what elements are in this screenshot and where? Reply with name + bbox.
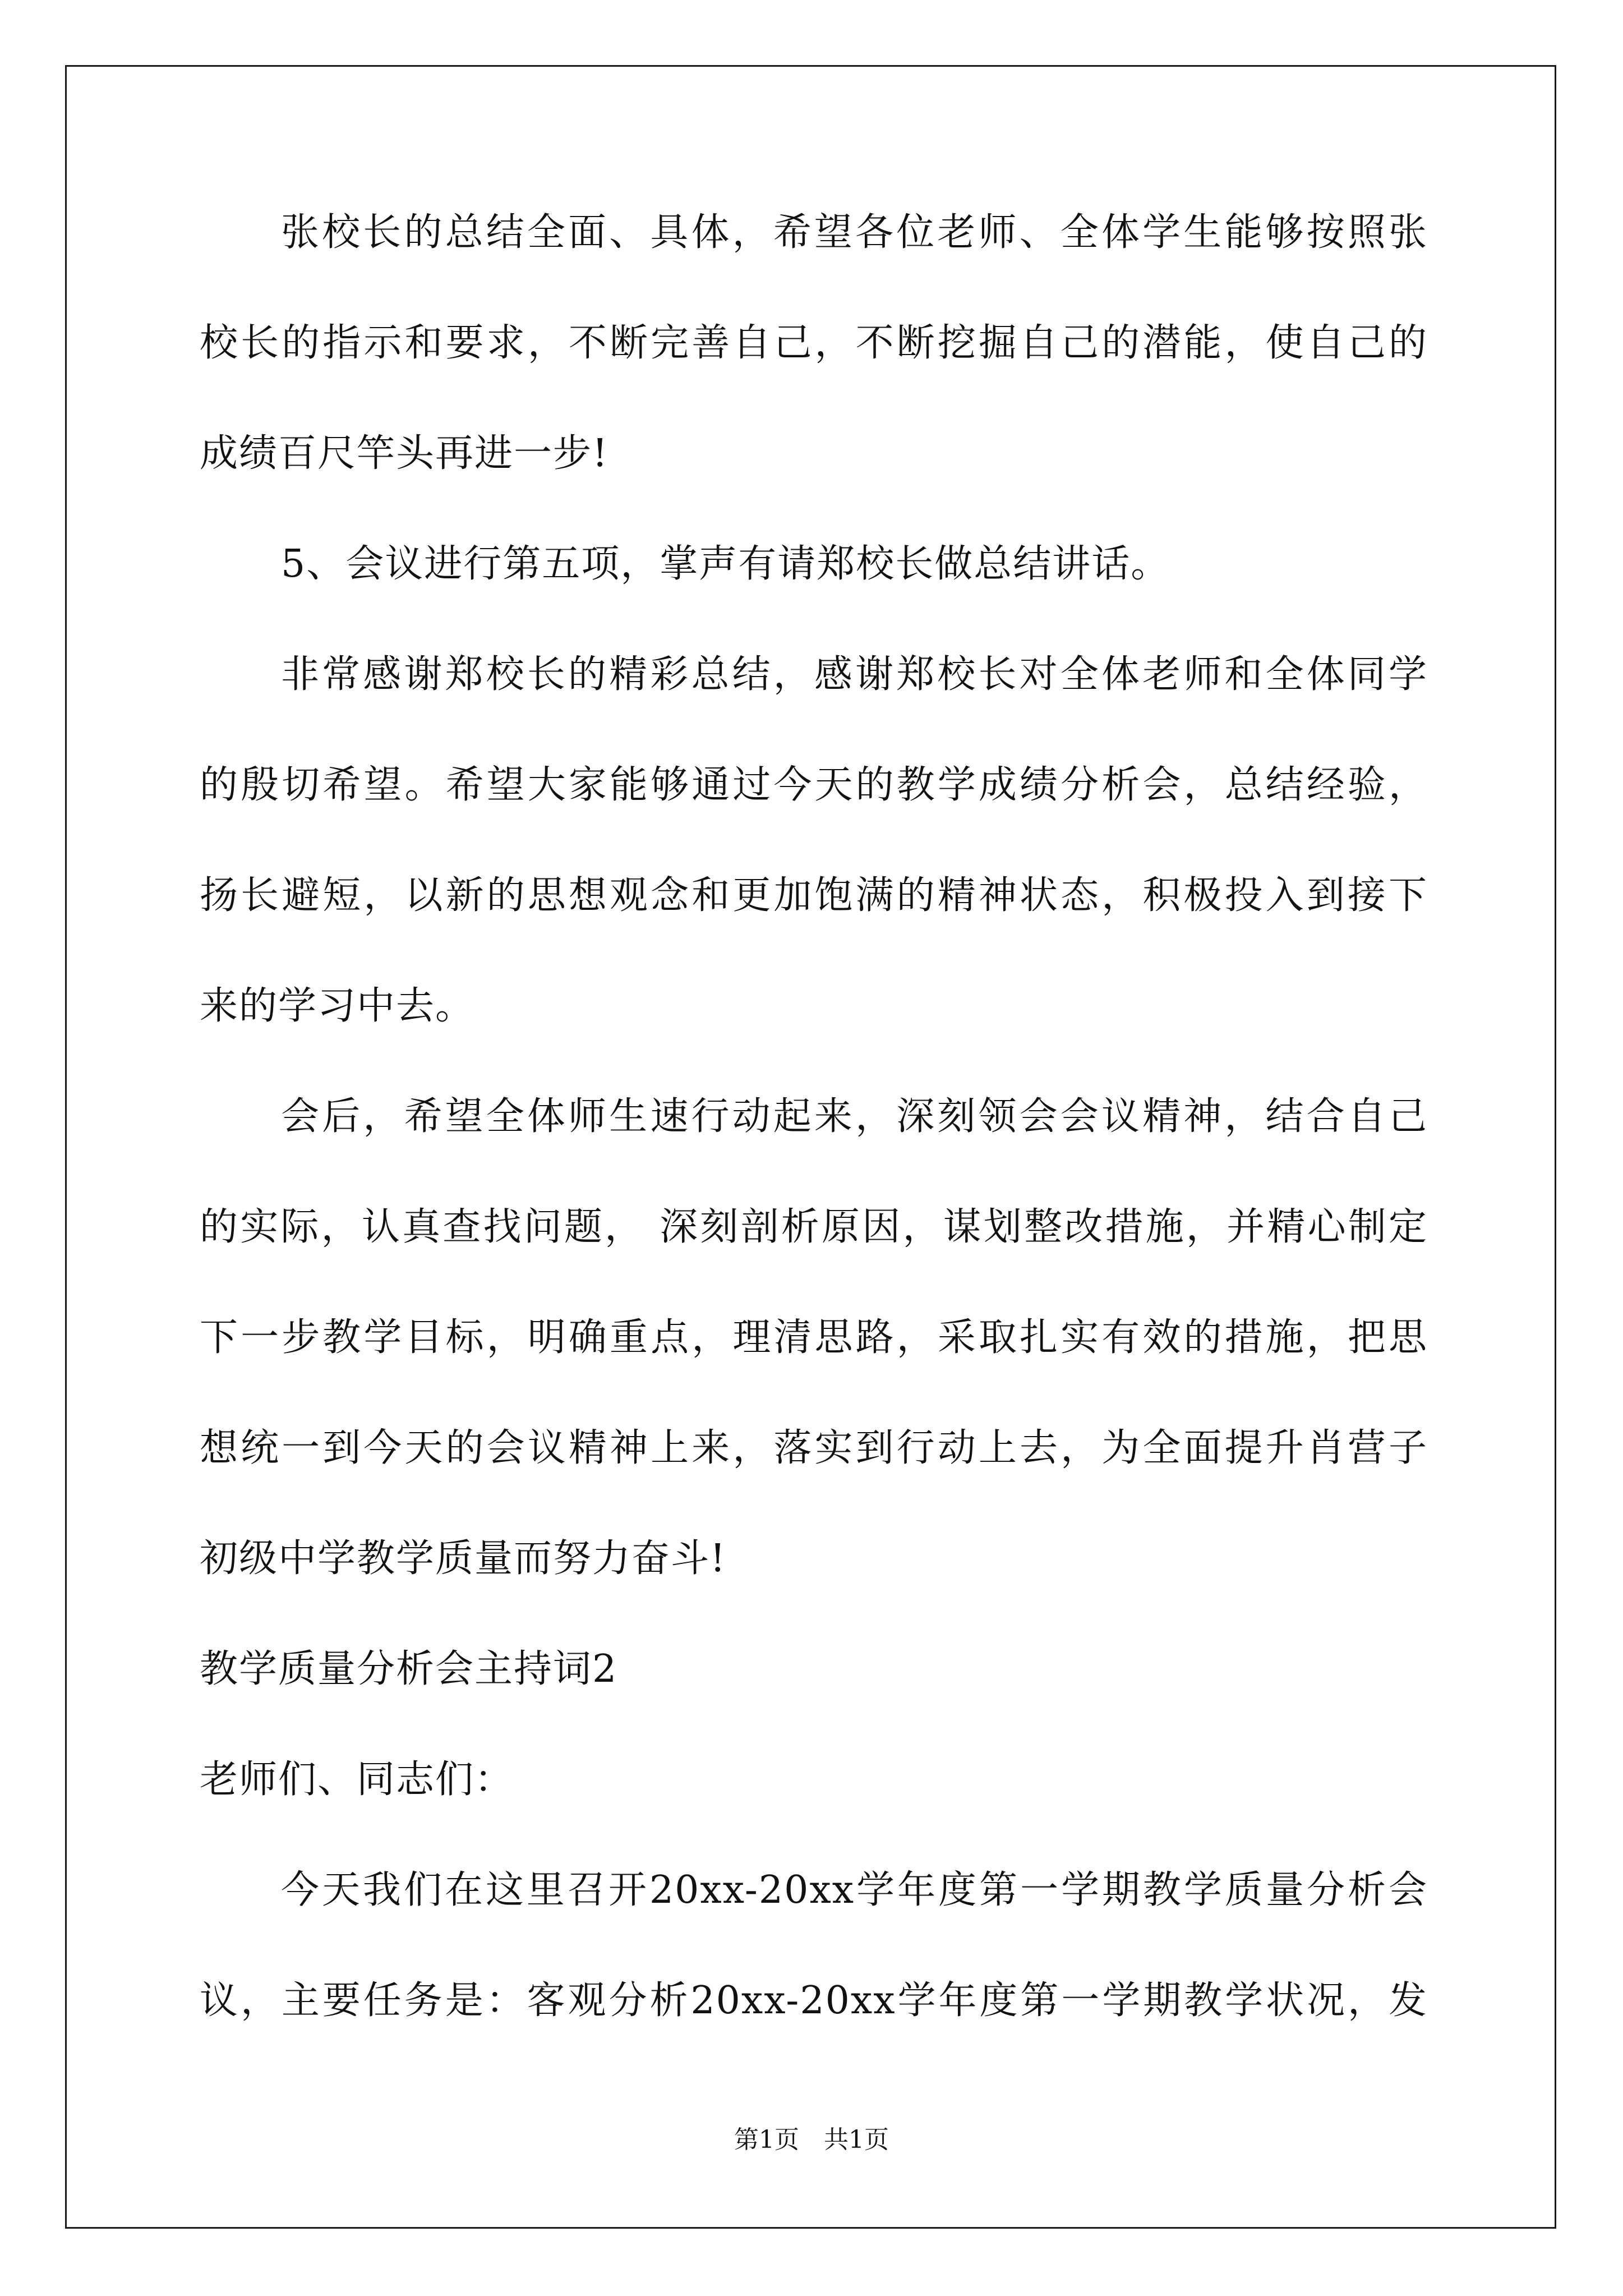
paragraph-2-line-1: 5、会议进行第五项，掌声有请郑校长做总结讲话。 bbox=[281, 542, 1170, 586]
paragraph-3-line-1: 非常感谢郑校长的精彩总结，感谢郑校长对全体老师和全体同学 bbox=[281, 652, 1428, 697]
paragraph-4-line-1: 会后，希望全体师生速行动起来，深刻领会会议精神，结合自己 bbox=[281, 1094, 1428, 1139]
paragraph-4-line-2: 的实际，认真查找问题， 深刻剖析原因，谋划整改措施，并精心制定 bbox=[200, 1205, 1428, 1249]
paragraph-4-line-4: 想统一到今天的会议精神上来，落实到行动上去，为全面提升肖营子 bbox=[200, 1426, 1428, 1470]
paragraph-5-line-2: 议，主要任务是：客观分析20xx-20xx学年度第一学期教学状况，发 bbox=[200, 1978, 1428, 2023]
page-footer: 第1页 共1页 bbox=[734, 2125, 889, 2154]
section-title: 教学质量分析会主持词2 bbox=[200, 1647, 618, 1691]
paragraph-3-line-4: 来的学习中去。 bbox=[200, 984, 475, 1028]
paragraph-3-line-2: 的殷切希望。希望大家能够通过今天的教学成绩分析会，总结经验， bbox=[200, 763, 1428, 807]
paragraph-1-line-1: 张校长的总结全面、具体，希望各位老师、全体学生能够按照张 bbox=[281, 210, 1428, 255]
salutation: 老师们、同志们： bbox=[200, 1757, 514, 1802]
paragraph-1-line-2: 校长的指示和要求，不断完善自己，不断挖掘自己的潜能，使自己的 bbox=[200, 321, 1428, 365]
paragraph-4-line-5: 初级中学教学质量而努力奋斗! bbox=[200, 1536, 727, 1581]
paragraph-5-line-1: 今天我们在这里召开20xx-20xx学年度第一学期教学质量分析会 bbox=[281, 1868, 1428, 1912]
paragraph-3-line-3: 扬长避短，以新的思想观念和更加饱满的精神状态，积极投入到接下 bbox=[200, 873, 1428, 918]
paragraph-4-line-3: 下一步教学目标，明确重点，理清思路，采取扎实有效的措施，把思 bbox=[200, 1315, 1428, 1360]
paragraph-1-line-3: 成绩百尺竿头再进一步! bbox=[200, 431, 609, 476]
